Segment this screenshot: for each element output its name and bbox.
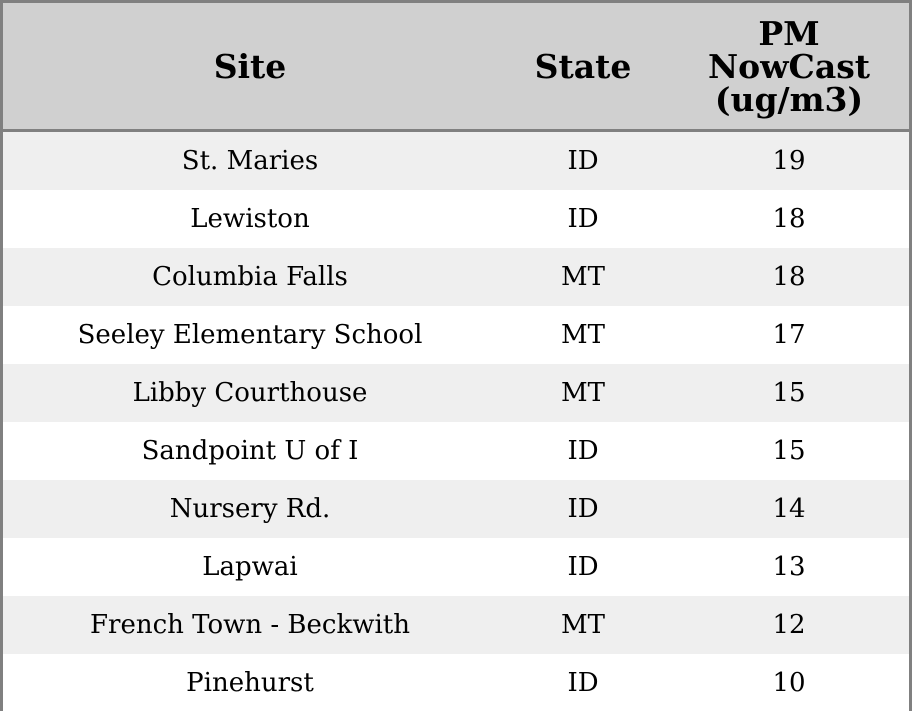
cell-state: ID xyxy=(567,552,599,582)
table-row xyxy=(3,190,909,248)
cell-site: Columbia Falls xyxy=(152,262,348,292)
cell-pm-nowcast: 10 xyxy=(772,668,806,698)
table-row xyxy=(3,538,909,596)
cell-state: ID xyxy=(567,146,599,176)
cell-pm-nowcast: 18 xyxy=(772,204,806,234)
cell-site: Seeley Elementary School xyxy=(77,320,423,350)
table-body xyxy=(3,132,909,712)
table-row xyxy=(3,422,909,480)
table-row xyxy=(3,306,909,364)
cell-site: Pinehurst xyxy=(186,668,314,698)
cell-site: St. Maries xyxy=(181,146,319,176)
cell-site: Nursery Rd. xyxy=(169,494,331,524)
table-row xyxy=(3,596,909,654)
cell-site: Lapwai xyxy=(202,552,298,582)
cell-pm-nowcast: 17 xyxy=(772,320,806,350)
table-row xyxy=(3,248,909,306)
cell-pm-nowcast: 18 xyxy=(772,262,806,292)
cell-site: French Town - Beckwith xyxy=(89,610,411,640)
cell-pm-nowcast: 12 xyxy=(772,610,806,640)
table-header-row xyxy=(3,3,909,132)
cell-state: MT xyxy=(561,610,605,640)
column-header-site: Site xyxy=(213,46,287,86)
cell-site: Sandpoint U of I xyxy=(141,436,359,466)
table-row xyxy=(3,480,909,538)
table-row xyxy=(3,654,909,712)
table-row xyxy=(3,364,909,422)
cell-state: MT xyxy=(561,320,605,350)
cell-site: Lewiston xyxy=(190,204,310,234)
table-row xyxy=(3,132,909,190)
cell-state: MT xyxy=(561,262,605,292)
cell-pm-nowcast: 19 xyxy=(772,146,806,176)
cell-state: ID xyxy=(567,668,599,698)
cell-pm-nowcast: 13 xyxy=(772,552,806,582)
cell-pm-nowcast: 15 xyxy=(772,436,806,466)
cell-state: ID xyxy=(567,204,599,234)
cell-site: Libby Courthouse xyxy=(132,378,368,408)
cell-pm-nowcast: 14 xyxy=(772,494,806,524)
cell-state: ID xyxy=(567,494,599,524)
column-header-pm-nowcast: PM NowCast (ug/m3) xyxy=(707,13,871,119)
cell-pm-nowcast: 15 xyxy=(772,378,806,408)
cell-state: MT xyxy=(561,378,605,408)
column-header-state: State xyxy=(534,46,632,86)
cell-state: ID xyxy=(567,436,599,466)
